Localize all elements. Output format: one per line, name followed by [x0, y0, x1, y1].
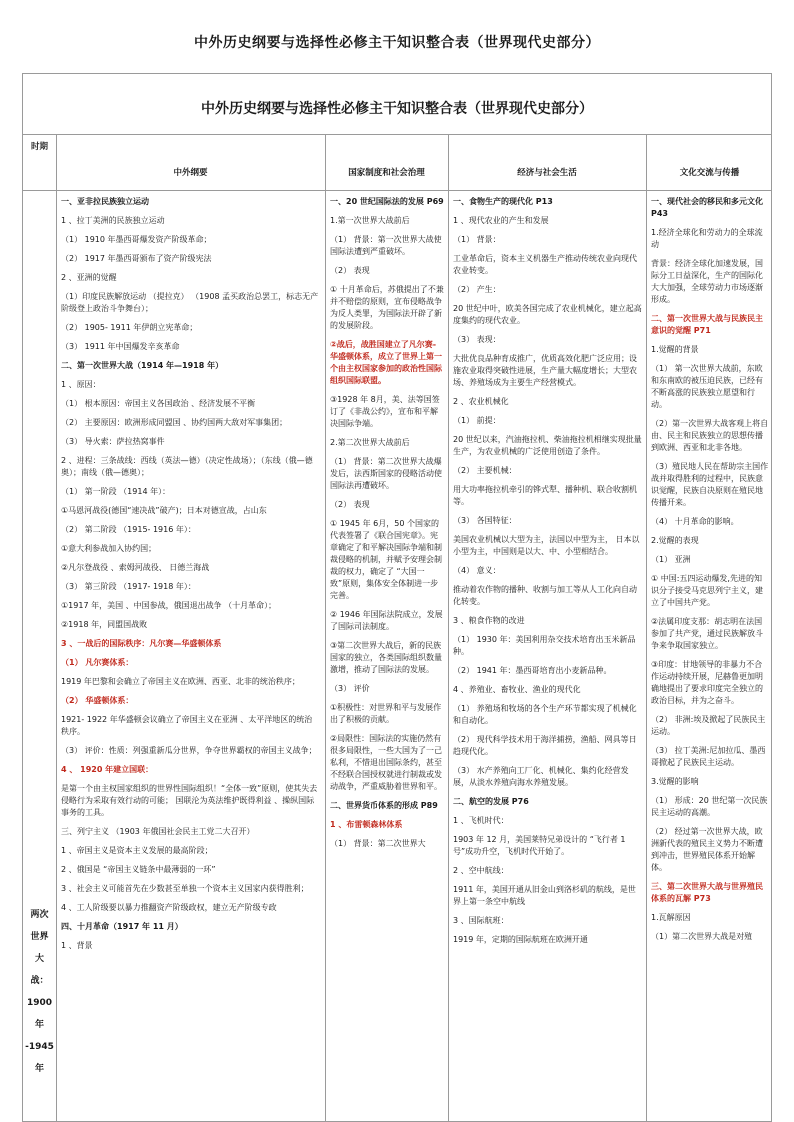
outline-paragraph: 1 、拉丁美洲的民族独立运动: [61, 216, 165, 225]
economy-paragraph: 1919 年，定期的国际航班在欧洲开通: [453, 935, 588, 944]
outline-paragraph: 2 、进程：三条战线：西线（英法—德）（决定性战场）；（东线（俄—德奥）；南线（俄—德奥）；: [61, 456, 313, 477]
outline-paragraph: （1） 第一阶段 （1914 年）：: [61, 487, 171, 496]
economy-paragraph: 4 、养殖业、畜牧业、渔业的现代化: [453, 685, 581, 694]
outline-paragraph: （1） 根本原因：帝国主义各国政治 、经济发展不平衡: [61, 399, 256, 408]
outline-paragraph: ②凡尔登战役 、索姆河战役、 日德兰海战: [61, 563, 210, 572]
header-outline: 中外纲要: [173, 168, 208, 178]
header-culture: 文化交流与传播: [679, 168, 740, 178]
state-paragraph: （1） 背景：第一次世界大战使国际法遭到严重破坏。: [330, 235, 442, 256]
culture-paragraph: （1） 形成：20 世纪第一次民族民主运动的高潮。: [651, 796, 768, 817]
culture-paragraph: 背景：经济全球化加速发展，国际分工日益深化，生产的国际化大大加强，全球劳动力市场逐渐形成。: [651, 259, 763, 304]
outline-paragraph: （2） 1917 年墨西哥颁布了资产阶级宪法: [61, 254, 212, 263]
economy-paragraph: （4） 意义：: [453, 566, 501, 575]
economy-paragraph: 3 、粮食作物的改进: [453, 616, 525, 625]
header-period: 时期: [30, 142, 48, 152]
culture-column: [651, 196, 769, 1121]
outline-paragraph: 是第一个由主权国家组织的世界性国际组织！“全体一致”原则，使其失去侵略行为采取有效行动的可能； 国联沦为英法维护既得利益 、操纵国际事务的工具。: [61, 784, 318, 817]
state-paragraph: ① 1945 年 6月，50 个国家的代表签署了《联合国宪章》。宪章确定了和平解决国际争端和制裁侵略的机制，并赋予安理会制裁的权力，确定了 “大国一致”原则，集体安全体制进一步完善。: [330, 519, 442, 600]
outline-paragraph: 4 、工人阶级要以暴力推翻资产阶级政权，建立无产阶级专政: [61, 903, 277, 912]
state-paragraph: （2） 表现: [330, 266, 370, 275]
economy-column: [453, 196, 642, 1121]
period-label-line: 年: [34, 1064, 44, 1074]
culture-paragraph: （1） 第一次世界大战前，东欧和东南欧的被压迫民族，已经有不断高涨的民族独立愿望和行动。: [651, 364, 763, 409]
outline-paragraph: ①马恩河战役(德国“速决战”破产)；日本对德宣战，占山东: [61, 506, 267, 515]
outline-paragraph: （1） 1910 年墨西哥爆发资产阶级革命；: [61, 235, 212, 244]
state-paragraph: ②战后，战胜国建立了凡尔赛-华盛顿体系，成立了世界上第一个由主权国家参加的政治性国际组织国际联盟。: [330, 340, 442, 385]
economy-paragraph: 20 世纪以来，汽油拖拉机、柴油拖拉机相继实现批量生产，为农业机械的广泛使用创造了条件。: [453, 435, 642, 456]
economy-paragraph: 美国农业机械以大型为主，法国以中型为主， 日本以小型为主，中国则是以大、中、小型相结合。: [453, 535, 640, 556]
column-rule-outline: [325, 134, 326, 1121]
culture-paragraph: 3.觉醒的影响: [651, 777, 699, 786]
economy-paragraph: （2） 主要机械：: [453, 466, 517, 475]
outline-paragraph: 1 、原因：: [61, 380, 101, 389]
economy-paragraph: 1911 年，美国开通从旧金山到洛杉矶的航线，是世界上第一条空中航线: [453, 885, 636, 906]
state-paragraph: （2） 表现: [330, 500, 370, 509]
economy-paragraph: 1 、飞机时代：: [453, 816, 509, 825]
state-paragraph: 1.第一次世界大战前后: [330, 216, 410, 225]
state-paragraph: ① 十月革命后，苏俄提出了不兼并不赔偿的原则，宣布侵略战争为反人类罪，为国际法开辟了新的发展阶段。: [330, 285, 444, 330]
culture-paragraph: 1.瓦解原因: [651, 913, 691, 922]
culture-paragraph: 一、现代社会的移民和多元文化 P43: [651, 197, 763, 218]
outline-paragraph: （1）印度民族解放运动 （提拉克） （1908 孟买政治总罢工，标志无产阶级登上政治斗争舞台）；: [61, 292, 319, 313]
outline-paragraph: 一、亚非拉民族独立运动: [61, 197, 149, 206]
economy-paragraph: （3） 表现：: [453, 335, 501, 344]
column-rule-state: [448, 134, 449, 1121]
period-label-line: 两次: [30, 910, 49, 920]
economy-paragraph: 3 、国际航班：: [453, 916, 509, 925]
outline-paragraph: （2） 第二阶段 （1915- 1916 年）：: [61, 525, 196, 534]
economy-paragraph: 1903 年 12 月，美国莱特兄弟设计的 “飞行者 1 号”成功升空，飞机时代开始了。: [453, 835, 626, 856]
outline-paragraph: （3） 第三阶段 （1917- 1918 年）：: [61, 582, 196, 591]
state-paragraph: （1） 背景：第二次世界大战爆发后，法西斯国家的侵略活动使国际法再遭破坏。: [330, 457, 442, 490]
state-paragraph: （3） 评价: [330, 684, 370, 693]
period-label-line: 世界: [30, 932, 49, 942]
outline-paragraph: 1919 年巴黎和会确立了帝国主义在欧洲、西亚、北非的统治秩序；: [61, 677, 300, 686]
culture-paragraph: （2） 经过第一次世界大战，欧洲新代表的殖民主义势力不断遭到冲击，世界殖民体系开始解体。: [651, 827, 763, 872]
state-paragraph: 二、世界货币体系的形成 P89: [330, 801, 438, 810]
table-title: 中外历史纲要与选择性必修主干知识整合表（世界现代史部分）: [201, 101, 593, 117]
state-paragraph: ② 1946 年国际法院成立，发展了国际司法制度。: [330, 610, 443, 631]
culture-paragraph: 1.经济全球化和劳动力的全球流动: [651, 228, 763, 249]
culture-paragraph: ②法属印度支那：胡志明在法国参加了共产党，通过民族解放斗争来争取国家独立。: [651, 617, 763, 650]
economy-paragraph: 二、航空的发展 P76: [453, 797, 529, 806]
outline-paragraph: 1921- 1922 年华盛顿会议确立了帝国主义在亚洲 、太平洋地区的统治秩序。: [61, 715, 313, 736]
outline-column: [61, 196, 320, 1121]
economy-paragraph: 1 、现代农业的产生和发展: [453, 216, 549, 225]
page-title: 中外历史纲要与选择性必修主干知识整合表（世界现代史部分）: [194, 35, 600, 51]
culture-paragraph: （4） 十月革命的影响。: [651, 517, 739, 526]
outline-paragraph: （2） 1905- 1911 年伊朗立宪革命；: [61, 323, 198, 332]
culture-paragraph: ③印度：甘地领导的非暴力不合作运动持续开展，尼赫鲁更加明确地提出了要求印度完全独立的政治目标，并为之奋斗。: [651, 660, 763, 705]
period-label-line: 战：: [30, 976, 49, 986]
outline-paragraph: 二、第一次世界大战（1914 年—1918 年）: [61, 361, 224, 370]
culture-paragraph: （2）第一次世界大战客观上将自由、民主和民族独立的思想传播到欧洲、西亚和北非各地。: [651, 419, 769, 452]
state-paragraph: （1） 背景：第二次世界大: [330, 839, 426, 848]
state-paragraph: 一、20 世纪国际法的发展 P69: [330, 197, 444, 206]
outline-paragraph: （1） 凡尔赛体系：: [61, 658, 134, 667]
economy-paragraph: 2 、空中航线：: [453, 866, 509, 875]
culture-paragraph: 三、第二次世界大战与世界殖民体系的瓦解 P73: [651, 882, 763, 903]
outline-paragraph: 三、列宁主义 （1903 年俄国社会民主工党二大召开）: [61, 827, 255, 836]
culture-paragraph: （3） 拉丁美洲:尼加拉瓜、墨西哥掀起了民族民主运动。: [651, 746, 766, 767]
culture-paragraph: （2） 非洲:埃及掀起了民族民主运动。: [651, 715, 766, 736]
outline-paragraph: 2 、亚洲的觉醒: [61, 273, 117, 282]
culture-paragraph: （1）第二次世界大战是对殖: [651, 932, 753, 941]
header-economy: 经济与社会生活: [517, 168, 577, 178]
state-paragraph: 2.第二次世界大战前后: [330, 438, 410, 447]
economy-paragraph: 用大功率拖拉机牵引的铧式犁、播种机、联合收割机等。: [453, 485, 637, 506]
period-label-line: -1945: [25, 1042, 54, 1052]
culture-paragraph: 二、第一次世界大战与民族民主意识的觉醒 P71: [651, 314, 763, 335]
economy-paragraph: 一、食物生产的现代化 P13: [453, 197, 553, 206]
state-paragraph: ③第二次世界大战后，新的民族国家的独立，各类国际组织数量激增，推动了国际法的发展。: [330, 641, 442, 674]
outline-paragraph: 2 、俄国是 “帝国主义链条中最薄弱的一环”: [61, 865, 216, 874]
outline-paragraph: ①1917 年，美国 、中国参战，俄国退出战争 （十月革命）；: [61, 601, 277, 610]
state-paragraph: 1 、布雷顿森林体系: [330, 820, 403, 829]
period-label: [23, 904, 56, 1080]
economy-paragraph: 工业革命后，资本主义机器生产推动传统农业向现代农业转变。: [453, 254, 637, 275]
outline-paragraph: （2） 华盛顿体系：: [61, 696, 134, 705]
economy-paragraph: 2 、农业机械化: [453, 397, 509, 406]
state-paragraph: ①积极性：对世界和平与发展作出了积极的贡献。: [330, 703, 442, 724]
culture-paragraph: 2.觉醒的表现: [651, 536, 699, 545]
outline-paragraph: 四、十月革命（1917 年 11 月）: [61, 922, 183, 931]
economy-paragraph: （1） 前提：: [453, 416, 501, 425]
outline-paragraph: ①意大利参战加入协约国；: [61, 544, 157, 553]
outline-paragraph: 1 、帝国主义是资本主义发展的最高阶段；: [61, 846, 213, 855]
period-label-line: 1900: [26, 998, 53, 1008]
outline-paragraph: （2） 主要原因：欧洲形成同盟国 、协约国两大敌对军事集团；: [61, 418, 288, 427]
economy-paragraph: 推动着农作物的播种、收割与加工等从人工化向自动化转变。: [453, 585, 637, 606]
economy-paragraph: 大批优良品种育成推广，优质高效化肥广泛应用；设施农业取得突破性进展，生产量大幅度增长；大型农场、养殖场成为主要生产经营模式。: [453, 354, 637, 387]
knowledge-table: [22, 73, 772, 1122]
outline-paragraph: （3） 导火索：萨拉热窝事件: [61, 437, 165, 446]
outline-paragraph: 3 、一战后的国际秩序：凡尔赛—华盛顿体系: [61, 639, 222, 648]
table-rule-title: [23, 134, 771, 135]
economy-paragraph: （2） 产生：: [453, 285, 501, 294]
outline-paragraph: ②1918 年，同盟国战败: [61, 620, 148, 629]
economy-paragraph: （3） 水产养殖向工厂化、机械化、集约化经营发展，从淡水养殖向海水养殖发展。: [453, 766, 629, 787]
outline-paragraph: 4 、 1920 年建立国联：: [61, 765, 154, 774]
table-rule-header: [23, 190, 771, 191]
culture-paragraph: （3）殖民地人民在帮助宗主国作战并取得胜利的过程中，民族意识觉醒，民族自决原则在殖民地传播开来。: [651, 462, 769, 507]
outline-paragraph: 3 、社会主义可能首先在少数甚至单独一个资本主义国家内获得胜利；: [61, 884, 309, 893]
economy-paragraph: 20 世纪中叶，欧美各国完成了农业机械化，建立起高度集约的现代农业。: [453, 304, 642, 325]
column-rule-economy: [646, 134, 647, 1121]
period-label-line: 年: [34, 1020, 44, 1030]
state-paragraph: ③1928 年 8月，美、法等国签订了《非战公约》，宣布和平解决国际争端。: [330, 395, 440, 428]
header-state: 国家制度和社会治理: [348, 168, 425, 178]
culture-paragraph: 1.觉醒的背景: [651, 345, 699, 354]
outline-paragraph: 1 、背景: [61, 941, 93, 950]
state-column: [330, 196, 444, 1121]
economy-paragraph: （2） 现代科学技术用于海洋捕捞，渔船、网具等日趋现代化。: [453, 735, 637, 756]
economy-paragraph: （2） 1941 年：墨西哥培育出小麦新品种。: [453, 666, 612, 675]
culture-paragraph: （1） 亚洲: [651, 555, 691, 564]
column-rule-period: [56, 134, 57, 1121]
economy-paragraph: （1） 1930 年：美国利用杂交技术培育出玉米新品种。: [453, 635, 636, 656]
culture-paragraph: ① 中国:五四运动爆发,先进的知识分子接受马克思列宁主义，建立了中国共产党。: [651, 574, 763, 607]
period-label-line: 大: [34, 954, 44, 964]
economy-paragraph: （3） 各国特征：: [453, 516, 517, 525]
outline-paragraph: （3） 评价：性质：列强重新瓜分世界，争夺世界霸权的帝国主义战争；: [61, 746, 317, 755]
economy-paragraph: （1） 背景：: [453, 235, 501, 244]
outline-paragraph: （3） 1911 年中国爆发辛亥革命: [61, 342, 180, 351]
economy-paragraph: （1） 养殖场和牧场的各个生产环节都实现了机械化和自动化。: [453, 704, 637, 725]
state-paragraph: ②局限性：国际法的实施仍然有很多局限性，一些大国为了一己私利，不惜退出国际条约，甚至不经联合国授权就进行制裁或发动战争，严重威胁着世界和平。: [330, 734, 442, 791]
